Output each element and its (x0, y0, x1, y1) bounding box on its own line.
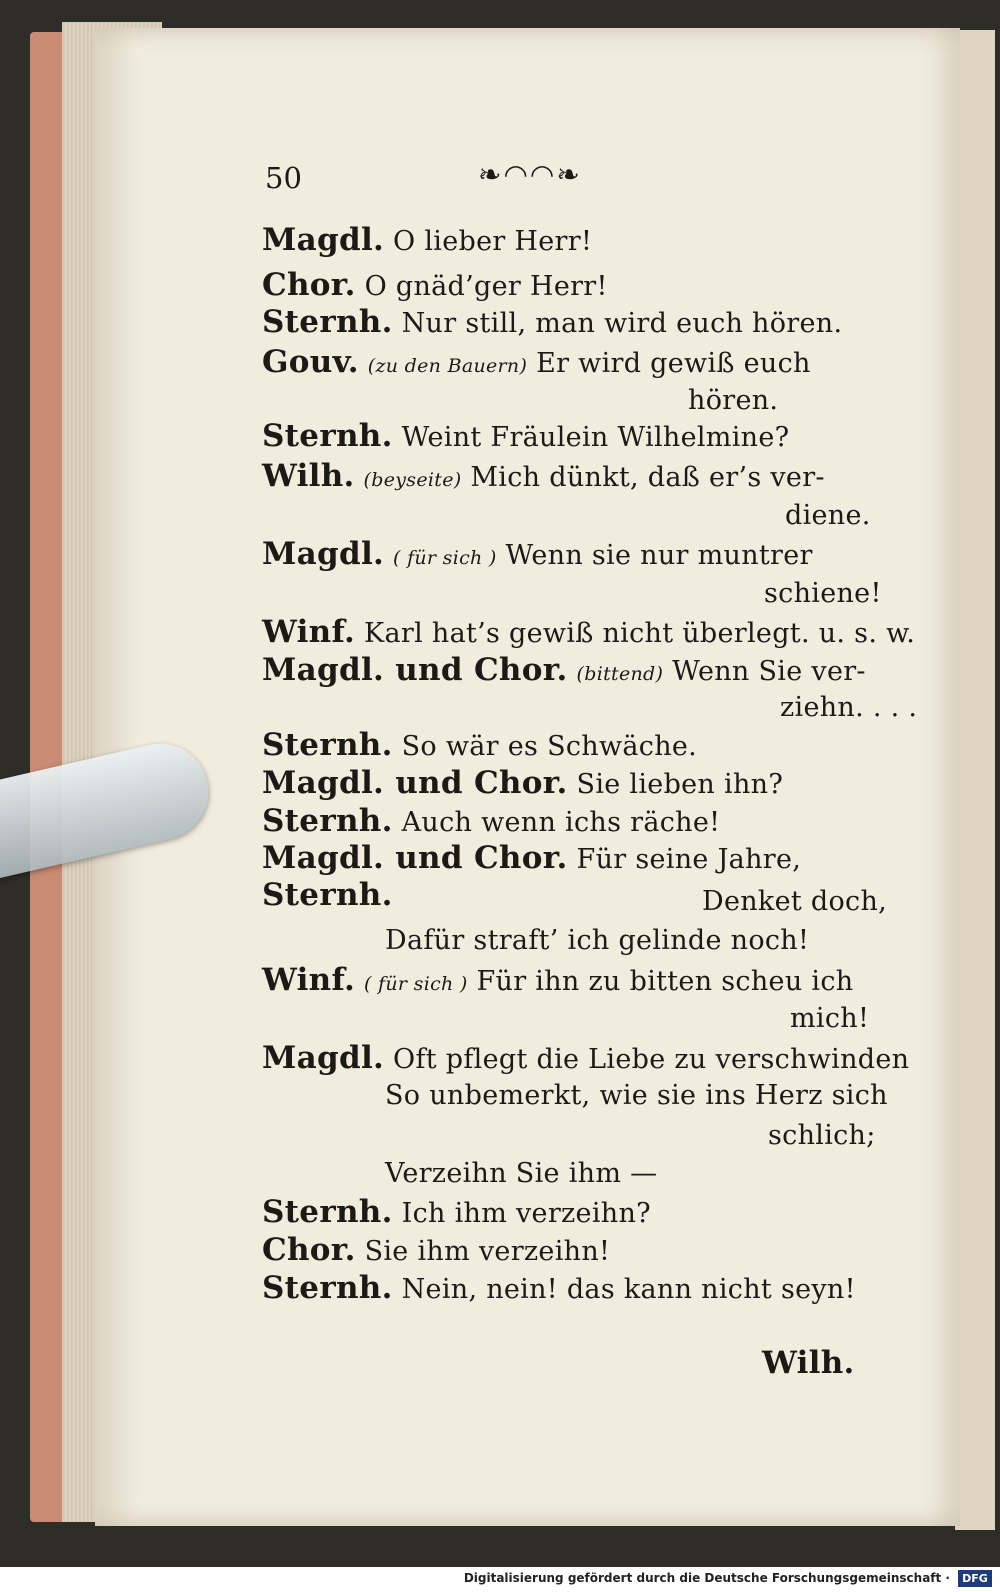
speaker: Magdl. (262, 222, 385, 258)
line-text: So unbemerkt, wie sie ins Herz sich (385, 1080, 888, 1111)
stage-direction: (beyseite) (363, 469, 462, 491)
speaker: Gouv. (262, 344, 359, 380)
stage-direction: ( für sich ) (364, 973, 468, 995)
text-line (262, 344, 811, 380)
text-line (262, 536, 813, 572)
line-text: Oft pflegt die Liebe zu verschwinden (393, 1044, 910, 1075)
text-line (262, 614, 915, 650)
stage-direction: (bittend) (576, 663, 664, 685)
text-line (262, 840, 801, 876)
line-text: Denket doch, (702, 886, 888, 917)
stage-direction: ( für sich ) (393, 547, 497, 569)
text-line (768, 1120, 876, 1151)
line-text: Mich dünkt, daß er’s ver- (470, 462, 825, 493)
text-line (785, 500, 871, 531)
text-line (702, 886, 887, 917)
text-line (262, 877, 393, 913)
text-line (764, 578, 882, 609)
line-text: Er wird gewiß euch (536, 348, 811, 379)
speaker: Chor. (262, 1232, 356, 1268)
text-line (262, 1270, 856, 1306)
speaker: Winf. (262, 614, 356, 650)
speaker: Sternh. (262, 304, 393, 340)
text-line (262, 803, 720, 839)
speaker: Magdl. (262, 536, 385, 572)
text-line (385, 925, 809, 956)
text-line (385, 1080, 888, 1111)
text-line (262, 458, 825, 494)
line-text: O lieber Herr! (393, 226, 593, 257)
line-text: Für seine Jahre, (576, 844, 802, 875)
speaker: Magdl. und Chor. (262, 840, 568, 876)
speaker: Winf. (262, 962, 356, 998)
line-text: Wenn sie nur muntrer (505, 540, 813, 571)
speaker: Sternh. (262, 1194, 393, 1230)
speaker: Magdl. und Chor. (262, 652, 568, 688)
speaker: Sternh. (262, 877, 393, 913)
text-line (262, 727, 697, 763)
text-line (790, 1003, 869, 1034)
footer-credit: Digitalisierung gefördert durch die Deutsche Forschungsgemeinschaft · (463, 1571, 950, 1585)
line-text: Weint Fräulein Wilhelmine? (401, 422, 790, 453)
text-line (262, 765, 783, 801)
line-text: Dafür straft’ ich gelinde noch! (385, 925, 810, 956)
text-line (262, 418, 789, 454)
line-text: schiene! (764, 578, 882, 609)
line-text: Wenn Sie ver- (672, 656, 866, 687)
text-line (262, 962, 853, 998)
speaker: Sternh. (262, 1270, 393, 1306)
line-text: hören. (688, 385, 779, 416)
line-text: diene. (785, 500, 871, 531)
stage-direction: (zu den Bauern) (367, 355, 528, 377)
speaker: Wilh. (262, 458, 355, 494)
line-text: Ich ihm verzeihn? (401, 1198, 651, 1229)
text-line (262, 222, 592, 258)
speaker: Sternh. (262, 418, 393, 454)
line-text: Sie lieben ihn? (576, 769, 784, 800)
header-ornament: ❧◠◠❧ (478, 158, 582, 191)
speaker: Chor. (262, 267, 356, 303)
speaker: Sternh. (262, 727, 393, 763)
speaker: Magdl. und Chor. (262, 765, 568, 801)
speaker: Sternh. (262, 803, 393, 839)
catchword: Wilh. (762, 1345, 855, 1381)
text-line (780, 692, 917, 723)
text-line (688, 385, 778, 416)
footer-bar (0, 1567, 1000, 1592)
line-text: schlich; (768, 1120, 876, 1151)
text-line (262, 1232, 610, 1268)
text-line (385, 1158, 657, 1189)
line-text: Für ihn zu bitten scheu ich (476, 966, 854, 997)
dfg-logo: DFG (958, 1570, 992, 1587)
text-line (262, 652, 866, 688)
text-line (262, 1040, 909, 1076)
line-text: Auch wenn ichs räche! (401, 807, 721, 838)
line-text: Sie ihm verzeihn! (364, 1236, 611, 1267)
page-number: 50 (265, 161, 302, 195)
text-line (262, 1194, 651, 1230)
line-text: mich! (790, 1003, 870, 1034)
speaker: Magdl. (262, 1040, 385, 1076)
line-text: So wär es Schwäche. (401, 731, 698, 762)
facing-page-edge (955, 30, 995, 1530)
text-line (262, 267, 608, 303)
line-text: Verzeihn Sie ihm — (385, 1158, 658, 1189)
line-text: O gnäd’ger Herr! (364, 271, 608, 302)
line-text: ziehn. . . . (780, 692, 918, 723)
line-text: Karl hat’s gewiß nicht überlegt. u. s. w. (364, 618, 916, 649)
line-text: Nein, nein! das kann nicht seyn! (401, 1274, 856, 1305)
line-text: Nur still, man wird euch hören. (401, 308, 843, 339)
text-line (262, 304, 842, 340)
